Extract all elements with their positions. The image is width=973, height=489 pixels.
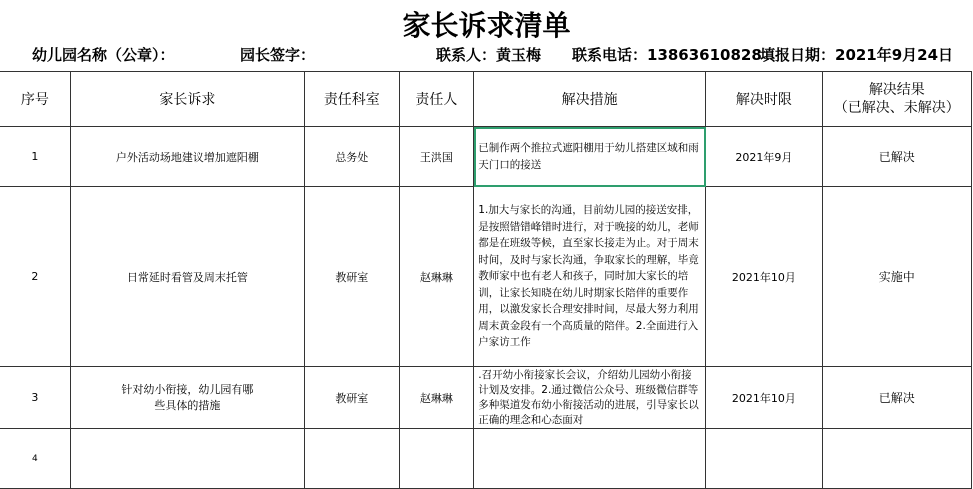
- header-cell[interactable]: 责任人: [399, 72, 474, 127]
- cell-dept[interactable]: 教研室: [305, 187, 400, 367]
- cell-measure[interactable]: 1.加大与家长的沟通，目前幼儿园的接送安排，是按照错错峰错时进行，对于晚接的幼儿，老师都是在班级等候，直至家长接走为止。对于周末时间，及时与家长沟通，争取家长的理解，毕竟教师家中也有老人和孩子，同时加大家长的培训，让家长知晓在幼儿时期家长陪伴的重要作用，以激发家长合理安排时间，尽最大努力利用周末黄金段有一个高质量的陪伴。2.全面进行入户家访工作: [474, 187, 706, 367]
- cell-no[interactable]: 1: [0, 127, 70, 187]
- header-cell[interactable]: 家长诉求: [70, 72, 304, 127]
- cell-deadline[interactable]: 2021年10月: [706, 367, 823, 429]
- cell-deadline[interactable]: 2021年9月: [706, 127, 823, 187]
- table-row: [0, 187, 972, 367]
- requests-table: [0, 71, 972, 489]
- principal-signature-label: 园长签字：: [240, 46, 316, 64]
- sheet-title: 家长诉求清单: [402, 9, 571, 42]
- cell-request[interactable]: [70, 429, 304, 489]
- cell-result[interactable]: 已解决: [822, 127, 971, 187]
- cell-person[interactable]: 赵琳琳: [399, 367, 474, 429]
- header-cell[interactable]: 责任科室: [305, 72, 400, 127]
- cell-no[interactable]: 4: [0, 429, 70, 489]
- cell-result[interactable]: [822, 429, 971, 489]
- cell-person[interactable]: 王洪国: [399, 127, 474, 187]
- cell-result[interactable]: 实施中: [822, 187, 971, 367]
- table-row: [0, 127, 972, 187]
- header-row: [0, 72, 972, 127]
- table-row: [0, 367, 972, 429]
- cell-measure[interactable]: [474, 367, 706, 429]
- cell-request[interactable]: 户外活动场地建议增加遮阳棚: [70, 127, 304, 187]
- cell-no[interactable]: 3: [0, 367, 70, 429]
- cell-deadline[interactable]: [706, 429, 823, 489]
- contact-phone: 联系电话：13863610828: [572, 46, 762, 64]
- contact-person: 联系人：黄玉梅: [436, 46, 542, 64]
- cell-dept[interactable]: 总务处: [305, 127, 400, 187]
- cell-dept[interactable]: [305, 429, 400, 489]
- cell-deadline[interactable]: 2021年10月: [706, 187, 823, 367]
- header-cell[interactable]: 解决结果 （已解决、未解决）: [822, 72, 971, 127]
- table-row: [0, 429, 972, 489]
- cell-request[interactable]: 针对幼小衔接，幼儿园有哪些具体的措施: [70, 367, 304, 429]
- kindergarten-name-label: 幼儿园名称（公章）：: [32, 46, 175, 64]
- header-cell[interactable]: 序号: [0, 72, 70, 127]
- cell-request[interactable]: 日常延时看管及周末托管: [70, 187, 304, 367]
- header-cell[interactable]: 解决时限: [706, 72, 823, 127]
- cell-no[interactable]: 2: [0, 187, 70, 367]
- cell-measure-text: .召开幼小衔接家长会议，介绍幼儿园幼小衔接计划及安排。2.通过微信公众号、班级微信群等多种渠道发布幼小衔接活动的进展，引导家长以正确的理念和心态面对: [478, 368, 699, 426]
- cell-measure-selected[interactable]: 已制作两个推拉式遮阳棚用于幼儿搭建区域和雨天门口的接送: [474, 127, 706, 187]
- report-date: 填报日期：2021年9月24日: [760, 46, 954, 64]
- cell-person[interactable]: [399, 429, 474, 489]
- header-cell[interactable]: 解决措施: [474, 72, 706, 127]
- cell-dept[interactable]: 教研室: [305, 367, 400, 429]
- cell-result[interactable]: 已解决: [822, 367, 971, 429]
- cell-person[interactable]: 赵琳琳: [399, 187, 474, 367]
- cell-measure[interactable]: [474, 429, 706, 489]
